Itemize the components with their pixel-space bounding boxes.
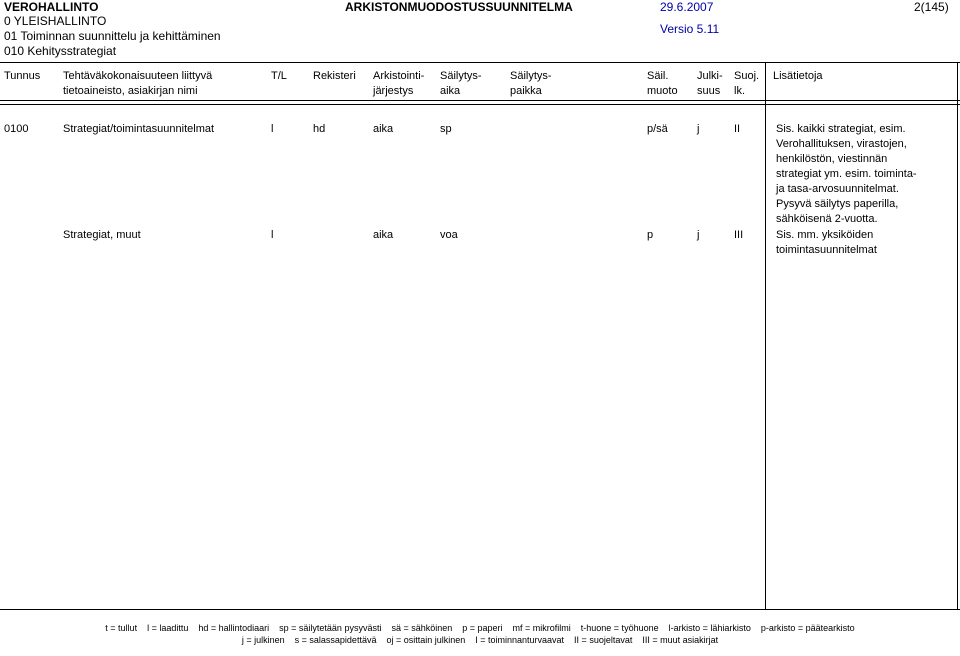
page-number: 2(145): [914, 0, 949, 14]
note-line: Verohallituksen, virastojen,: [776, 138, 907, 150]
note-line: strategiat ym. esim. toiminta-: [776, 168, 917, 180]
column-header-rekisteri: Rekisteri: [313, 70, 356, 82]
note-line: Sis. kaikki strategiat, esim.: [776, 123, 906, 135]
row-rekisteri: hd: [313, 123, 326, 135]
column-header-tl: T/L: [271, 70, 287, 82]
column-header-task-line2: tietoaineisto, asiakirjan nimi: [63, 85, 198, 97]
row-suojaus: II: [734, 123, 741, 135]
row-sailytysmuoto: p: [647, 229, 654, 241]
note-line: toimintasuunnitelmat: [776, 244, 877, 256]
column-header-sailytysaika-line2: aika: [440, 85, 461, 97]
legend-line-1: t = tullut l = laadittu hd = hallintodiaari sp = säilytetään pysyvästi sä = sähköinen p = paperi mf = mikrofilmi t-huone = työhuone l-arkisto = lähiarkisto p-arkisto = päätearkisto: [105, 623, 855, 633]
column-header-arkistointi-line1: Arkistointi-: [373, 70, 425, 82]
note-line: Pysyvä säilytys paperilla,: [776, 198, 899, 210]
column-header-task-line1: Tehtäväkokonaisuuteen liittyvä: [63, 70, 213, 82]
note-line: Sis. mm. yksiköiden: [776, 229, 874, 241]
column-header-lisatietoja: Lisätietoja: [773, 70, 823, 82]
column-header-arkistointi-line2: järjestys: [373, 85, 414, 97]
table-top-rule: [0, 62, 960, 63]
note-line: sähköisenä 2-vuotta.: [776, 213, 878, 225]
legend-line-2: j = julkinen s = salassapidettävä oj = osittain julkinen I = toiminnanturvaavat II = suojeltavat III = muut asiakirjat: [241, 635, 719, 645]
row-suojaus: III: [734, 229, 744, 241]
row-lisatietoja: [776, 122, 917, 227]
note-line: ja tasa-arvosuunnitelmat.: [776, 183, 899, 195]
row-document-name: Strategiat, muut: [63, 229, 141, 241]
category-level1: 01 Toiminnan suunnittelu ja kehittäminen: [4, 29, 221, 43]
row-tl: l: [271, 123, 274, 135]
document-date: 29.6.2007: [660, 0, 714, 14]
table-right-border: [957, 62, 958, 610]
column-header-muoto-line2: muoto: [647, 85, 678, 97]
column-header-julkisuus-line2: suus: [697, 85, 721, 97]
category-level0: 0 YLEISHALLINTO: [4, 14, 107, 28]
row-julkisuus: j: [697, 123, 700, 135]
row-tl: l: [271, 229, 274, 241]
column-divider-lisatietoja: [765, 62, 766, 610]
header-bottom-rule-double: [0, 104, 960, 105]
column-header-sailytysaika-line1: Säilytys-: [440, 70, 482, 82]
document-version: Versio 5.11: [660, 22, 720, 36]
column-header-muoto-line1: Säil.: [647, 70, 669, 82]
row-document-name: Strategiat/toimintasuunnitelmat: [63, 123, 215, 135]
column-header-suojaus-line1: Suoj.: [734, 70, 760, 82]
row-arkistointijarjestys: aika: [373, 229, 394, 241]
row-lisatietoja: [776, 228, 877, 258]
header-bottom-rule: [0, 100, 960, 101]
table-bottom-rule: [0, 609, 960, 610]
row-julkisuus: j: [697, 229, 700, 241]
row-sailytysaika: sp: [440, 123, 452, 135]
legend-abbreviations: [0, 622, 960, 646]
document-title: ARKISTONMUODOSTUSSUUNNITELMA: [345, 0, 573, 14]
row-arkistointijarjestys: aika: [373, 123, 394, 135]
column-header-sailytyspaikka-line2: paikka: [510, 85, 542, 97]
column-header-suojaus-line2: lk.: [734, 85, 745, 97]
category-level2: 010 Kehitysstrategiat: [4, 44, 117, 58]
column-header-julkisuus-line1: Julki-: [697, 70, 723, 82]
column-header-tunnus: Tunnus: [4, 70, 41, 82]
org-name: VEROHALLINTO: [4, 0, 99, 14]
column-header-sailytyspaikka-line1: Säilytys-: [510, 70, 552, 82]
row-sailytysaika: voa: [440, 229, 458, 241]
row-tunnus: 0100: [4, 123, 29, 135]
row-sailytysmuoto: p/sä: [647, 123, 668, 135]
note-line: henkilöstön, viestinnän: [776, 153, 888, 165]
